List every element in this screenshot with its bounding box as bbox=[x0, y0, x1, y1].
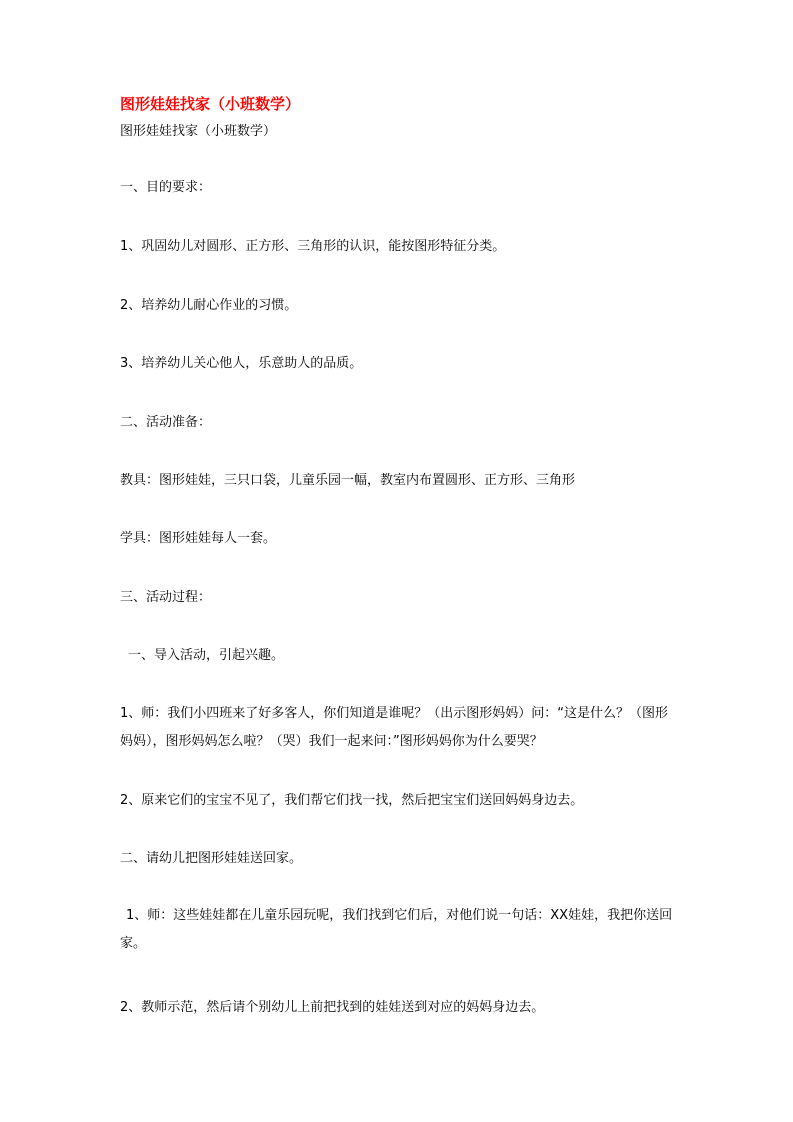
paragraph: 2、培养幼儿耐心作业的习惯。 bbox=[120, 298, 298, 313]
section-heading-preparation: 二、活动准备： bbox=[120, 415, 212, 430]
paragraph: 1、师：我们小四班来了好多客人，你们知道是谁呢？（出示图形妈妈）问：“这是什么？（图形妈妈），图形妈妈怎么啦？（哭）我们一起来问：”图形妈妈你为什么要哭？ bbox=[120, 706, 669, 749]
document-subtitle: 图形娃娃找家（小班数学） bbox=[120, 124, 277, 139]
document-title: 图形娃娃找家（小班数学） bbox=[120, 95, 301, 113]
section-heading-process: 三、活动过程： bbox=[120, 590, 212, 605]
section-heading-goals: 一、目的要求： bbox=[120, 180, 212, 195]
paragraph: 2、原来它们的宝宝不见了，我们帮它们找一找，然后把宝宝们送回妈妈身边去。 bbox=[120, 793, 584, 808]
paragraph: 3、培养幼儿关心他人，乐意助人的品质。 bbox=[120, 356, 363, 371]
paragraph: 1、巩固幼儿对圆形、正方形、三角形的认识，能按图形特征分类。 bbox=[120, 239, 506, 254]
paragraph: 一、导入活动，引起兴趣。 bbox=[128, 648, 285, 663]
paragraph: 二、请幼儿把图形娃娃送回家。 bbox=[120, 851, 303, 866]
paragraph: 教具：图形娃娃，三只口袋，儿童乐园一幅，教室内布置圆形、正方形、三角形 bbox=[120, 473, 576, 488]
paragraph: 2、教师示范，然后请个别幼儿上前把找到的娃娃送到对应的妈妈身边去。 bbox=[120, 1000, 545, 1015]
paragraph: 1、师：这些娃娃都在儿童乐园玩呢，我们找到它们后，对他们说一句话：XX娃娃，我把你送回家。 bbox=[120, 908, 673, 951]
paragraph: 学具：图形娃娃每人一套。 bbox=[120, 531, 277, 546]
